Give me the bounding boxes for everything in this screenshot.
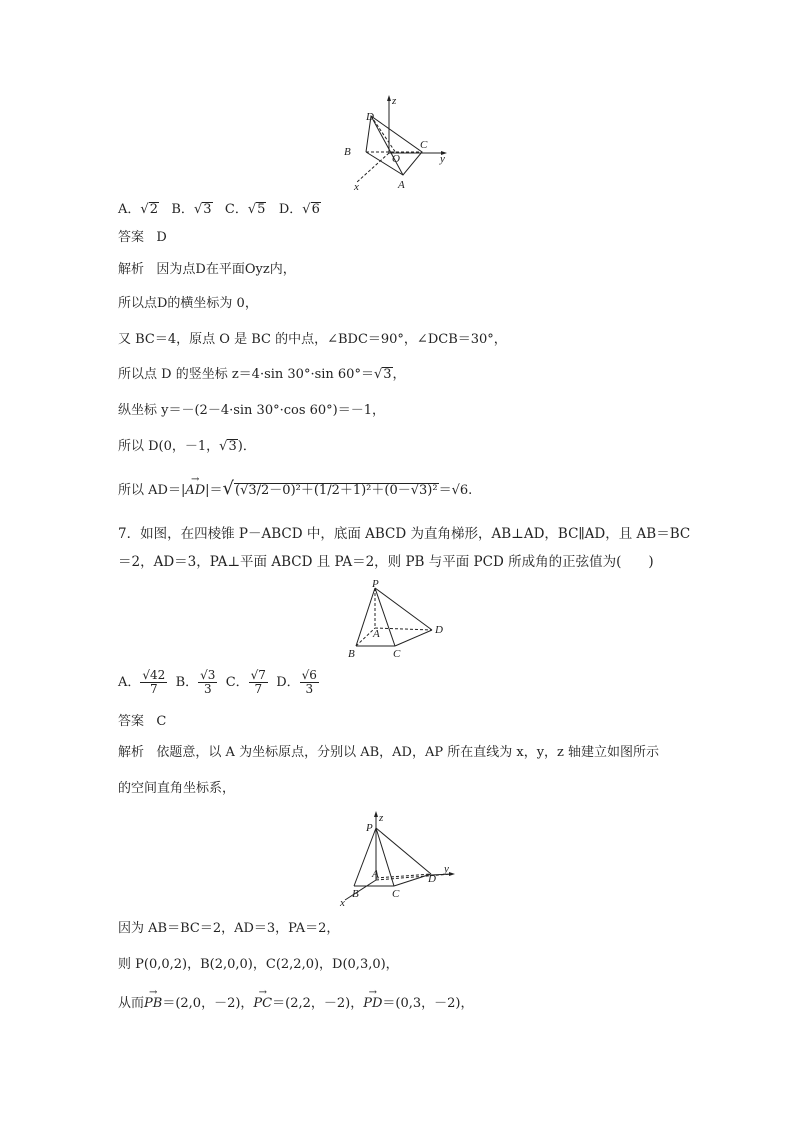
q6-analysis-line-1: 解析 因为点D在平面Oyz内，: [118, 262, 296, 277]
q6-analysis-line-5: 纵坐标 y＝－(2－4·sin 30°·cos 60°)＝－1，: [118, 403, 386, 418]
q6-analysis-line-2: 所以点D的横坐标为 0，: [118, 296, 258, 311]
vector-PC: → PC: [253, 995, 272, 1013]
q6-analysis-line-6: 所以 D(0，－1，√3)．: [118, 439, 256, 454]
point-A-label: A: [372, 868, 379, 880]
q7-analysis-line-3: 因为 AB＝BC＝2，AD＝3，PA＝2，: [118, 921, 340, 936]
point-C-label: C: [392, 888, 400, 900]
q6-choices: [118, 201, 321, 219]
q6-answer-value: D: [156, 230, 167, 245]
point-A-label: A: [373, 628, 380, 640]
q6-choice-a[interactable]: A．√2: [118, 202, 158, 217]
point-D-label: D: [428, 873, 436, 885]
point-D-label: D: [366, 111, 374, 123]
q7-choice-d[interactable]: D． $\frac{√6}{3}$: [276, 668, 317, 696]
vector-PD: → PD: [363, 995, 382, 1013]
figure-pyramid-coordinates: [336, 810, 460, 906]
point-O-label: O: [392, 153, 400, 165]
q7-analysis-line-1: 解析 依题意，以 A 为坐标原点，分别以 AB，AD，AP 所在直线为 x，y，z 轴建立如图所示: [118, 745, 660, 760]
axis-z-label: z: [392, 95, 397, 107]
q6-answer: 答案 D: [118, 230, 167, 245]
q6-analysis-line-7: 所以 AD＝|→ AD|＝√(√3/2－0)²＋(1/2＋1)²＋(0－√3)²＝√6.: [118, 480, 472, 500]
q7-choices: [118, 668, 319, 698]
point-C-label: C: [420, 139, 428, 151]
q6-choice-c[interactable]: C．√5: [224, 202, 266, 217]
q7-analysis-line-2: 的空间直角坐标系，: [118, 781, 236, 796]
q7-answer: 答案 C: [118, 714, 167, 729]
figure-pyramid: [340, 578, 460, 664]
q7-answer-value: C: [156, 714, 167, 729]
point-P-label: P: [366, 822, 373, 834]
q7-stem-line-2: ＝2，AD＝3，PA⊥平面 ABCD 且 PA＝2，则 PB 与平面 PCD 所成角的正弦值为( ): [118, 554, 654, 570]
axis-z-label: z: [379, 812, 384, 824]
q7-choice-b[interactable]: B． $\frac{√3}{3}$: [175, 668, 216, 696]
point-D-label: D: [435, 624, 443, 636]
axis-x-label: x: [340, 897, 345, 906]
point-B-label: B: [348, 648, 355, 660]
q7-stem-line-1: 7．如图，在四棱锥 P－ABCD 中，底面 ABCD 为直角梯形，AB⊥AD，BC∥AD，且 AB＝BC: [118, 526, 691, 542]
q7-choice-c[interactable]: C． $\frac{√7}{7}$: [225, 668, 266, 696]
axis-x-label: x: [354, 181, 359, 190]
axis-y-label: y: [444, 863, 449, 875]
vector-PB: → PB: [144, 995, 162, 1013]
point-B-label: B: [344, 146, 351, 158]
q7-choice-a[interactable]: A． $\frac{√42}{7}$: [118, 668, 166, 696]
point-B-label: B: [352, 888, 359, 900]
point-P-label: P: [372, 578, 379, 590]
vector-AD: → AD: [185, 482, 205, 500]
q6-choice-b[interactable]: B．√3: [171, 202, 212, 217]
q6-analysis-line-3: 又 BC＝4，原点 O 是 BC 的中点，∠BDC＝90°，∠DCB＝30°，: [118, 332, 507, 347]
q7-analysis-line-4: 则 P(0,0,2)，B(2,0,0)，C(2,2,0)，D(0,3,0)，: [118, 957, 399, 972]
q6-choice-d[interactable]: D．√6: [278, 202, 320, 217]
point-C-label: C: [393, 648, 401, 660]
point-A-label: A: [398, 179, 405, 190]
q6-analysis-line-4: 所以点 D 的竖坐标 z＝4·sin 30°·sin 60°＝√3，: [118, 367, 406, 382]
axis-y-label: y: [440, 153, 445, 165]
q7-analysis-line-5: 从而→ PB＝(2,0，－2)，→ PC＝(2,2，－2)，→ PD＝(0,3，－2)，: [118, 995, 473, 1013]
figure-tetrahedron-coordinates: [336, 90, 456, 190]
